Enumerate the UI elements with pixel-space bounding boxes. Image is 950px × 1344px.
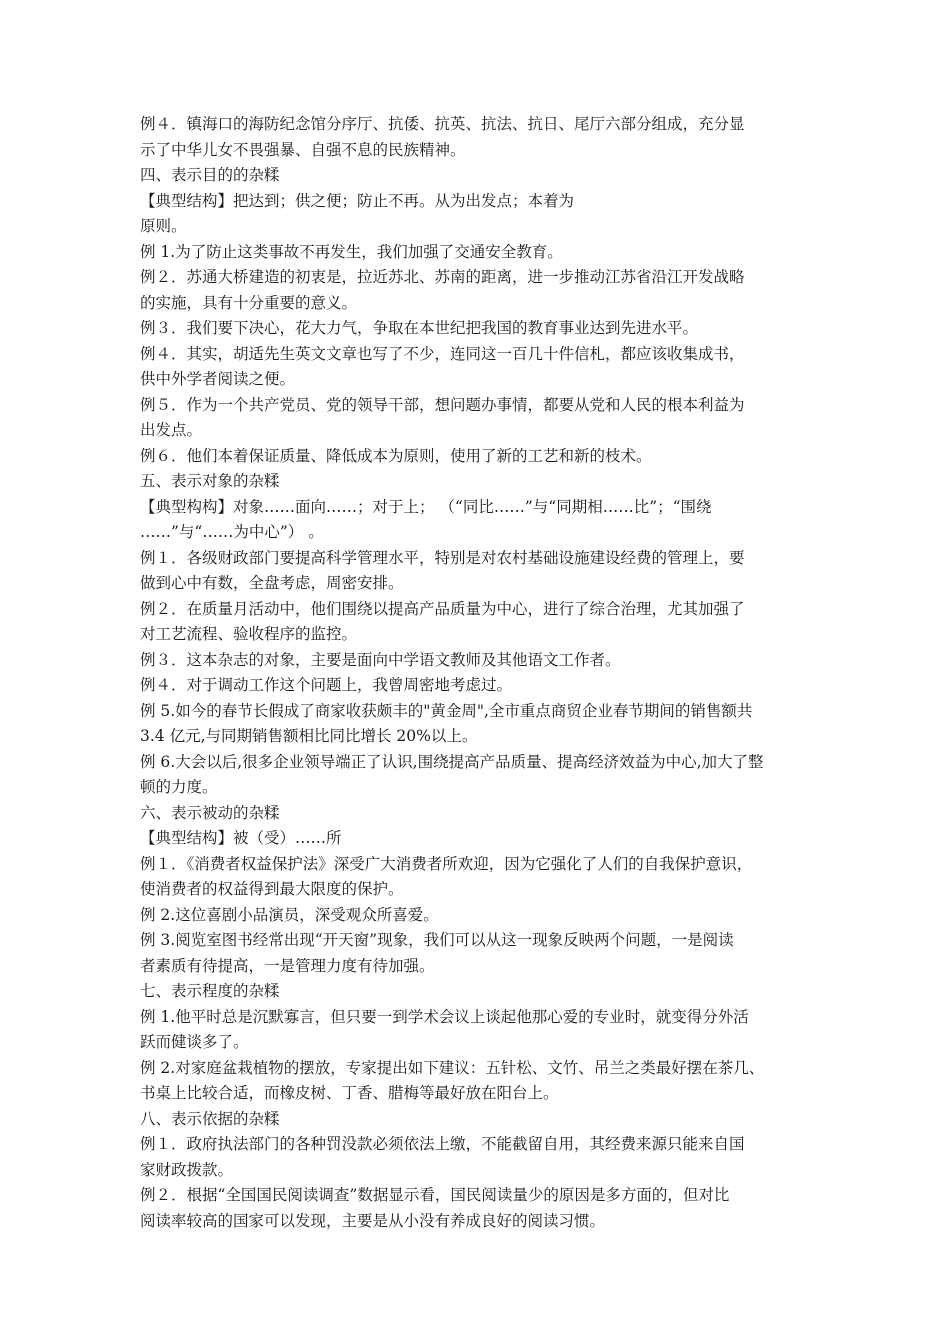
text-line: 例 6.大会以后,很多企业领导端正了认识,围绕提高产品质量、提高经济效益为中心,加大了整 xyxy=(140,752,764,771)
section-heading: 四、表示目的的杂糅 xyxy=(140,166,280,184)
text-line: 【典型结构】被（受）……所 xyxy=(140,829,342,847)
section-heading: 六、表示被动的杂糅 xyxy=(140,803,280,822)
text-line: 例２．在质量月活动中，他们围绕以提高产品质量为中心，进行了综合治理，尤其加强了 xyxy=(140,599,745,618)
text-line: 做到心中有数，全盘考虑，周密安排。 xyxy=(140,574,404,592)
text-line: 家财政拨款。 xyxy=(140,1160,234,1179)
text-line: ……”与“……为中心”） 。 xyxy=(140,523,324,541)
document-body xyxy=(140,112,830,1234)
text-line: 例１．各级财政部门要提高科学管理水平，特别是对农村基础设施建设经费的管理上，要 xyxy=(140,548,745,567)
text-line: 【典型结构】把达到；供之便；防止不再。从为出发点；本着为 xyxy=(140,191,575,210)
text-line: 例４．镇海口的海防纪念馆分序厅、抗倭、抗英、抗法、抗日、尾厅六部分组成，充分显 xyxy=(140,115,745,133)
text-line: 例 2.对家庭盆栽植物的摆放，专家提出如下建议：五针松、文竹、吊兰之类最好摆在茶几、 xyxy=(140,1058,765,1077)
text-line: 阅读率较高的国家可以发现，主要是从小没有养成良好的阅读习惯。 xyxy=(140,1211,606,1230)
text-line: 供中外学者阅读之便。 xyxy=(140,370,296,388)
text-line: 者素质有待提高，一是管理力度有待加强。 xyxy=(140,956,435,975)
text-line: 例 1.他平时总是沉默寡言，但只要一到学术会议上谈起他那心爱的专业时，就变得分外活 xyxy=(140,1007,749,1026)
text-line: 例１．政府执法部门的各种罚没款必须依法上缴，不能截留自用，其经费来源只能来自国 xyxy=(140,1135,745,1153)
text-line: 使消费者的权益得到最大限度的保护。 xyxy=(140,880,404,898)
text-line: 出发点。 xyxy=(140,421,203,439)
text-line: 例４．其实，胡适先生英文文章也写了不少，连同这一百几十件信札，都应该收集成书， xyxy=(140,344,745,363)
text-line: 书桌上比较合适，而橡皮树、丁香、腊梅等最好放在阳台上。 xyxy=(140,1084,559,1102)
text-line: 例５．作为一个共产党员、党的领导干部，想问题办事情，都要从党和人民的根本利益为 xyxy=(140,395,745,414)
section-heading: 五、表示对象的杂糅 xyxy=(140,472,280,490)
text-line: 例４．对于调动工作这个问题上，我曾周密地考虑过。 xyxy=(140,676,513,694)
text-line: 例２．苏通大桥建造的初衷是，拉近苏北、苏南的距离，进一步推动江苏省沿江开发战略 xyxy=(140,268,745,286)
text-line: 例６．他们本着保证质量、降低成本为原则，使用了新的工艺和新的枝术。 xyxy=(140,446,652,465)
text-line: 例２．根据“全国国民阅读调查”数据显示看，国民阅读量少的原因是多方面的，但对比 xyxy=(140,1186,730,1204)
text-line: 例 1.为了防止这类事故不再发生，我们加强了交通安全教育。 xyxy=(140,242,563,261)
text-line: 原则。 xyxy=(140,217,187,235)
text-line: 例３．我们要下决心，花大力气，争取在本世纪把我国的教育事业达到先进水平。 xyxy=(140,319,699,337)
text-line: 跃而健谈多了。 xyxy=(140,1033,249,1051)
text-line: 3.4 亿元,与同期销售额相比同比增长 20%以上。 xyxy=(140,727,478,745)
text-line: 例１．《消费者权益保护法》深受广大消费者所欢迎，因为它强化了人们的自我保护意识， xyxy=(140,854,753,873)
text-line: 【典型构构】对象……面向……；对于上； （“同比……”与“同期相……比”；“围绕 xyxy=(140,497,712,516)
text-line: 示了中华儿女不畏强暴、自强不息的民族精神。 xyxy=(140,140,466,159)
text-line: 例 5.如今的春节长假成了商家收获颇丰的"黄金周",全市重点商贸企业春节期间的销售额共 xyxy=(140,701,753,720)
text-line: 例３．这本杂志的对象，主要是面向中学语文教师及其他语文工作者。 xyxy=(140,650,621,669)
text-line: 的实施，具有十分重要的意义。 xyxy=(140,293,358,312)
section-heading: 八、表示依据的杂糅 xyxy=(140,1109,280,1128)
section-heading: 七、表示程度的杂糅 xyxy=(140,982,280,1000)
text-line: 例 3.阅览室图书经常出现“开天窗”现象，我们可以从这一现象反映两个问题，一是阅读 xyxy=(140,931,734,949)
text-line: 例 2.这位喜剧小品演员，深受观众所喜爱。 xyxy=(140,905,439,924)
text-line: 顿的力度。 xyxy=(140,778,218,796)
text-line: 对工艺流程、验收程序的监控。 xyxy=(140,625,358,643)
